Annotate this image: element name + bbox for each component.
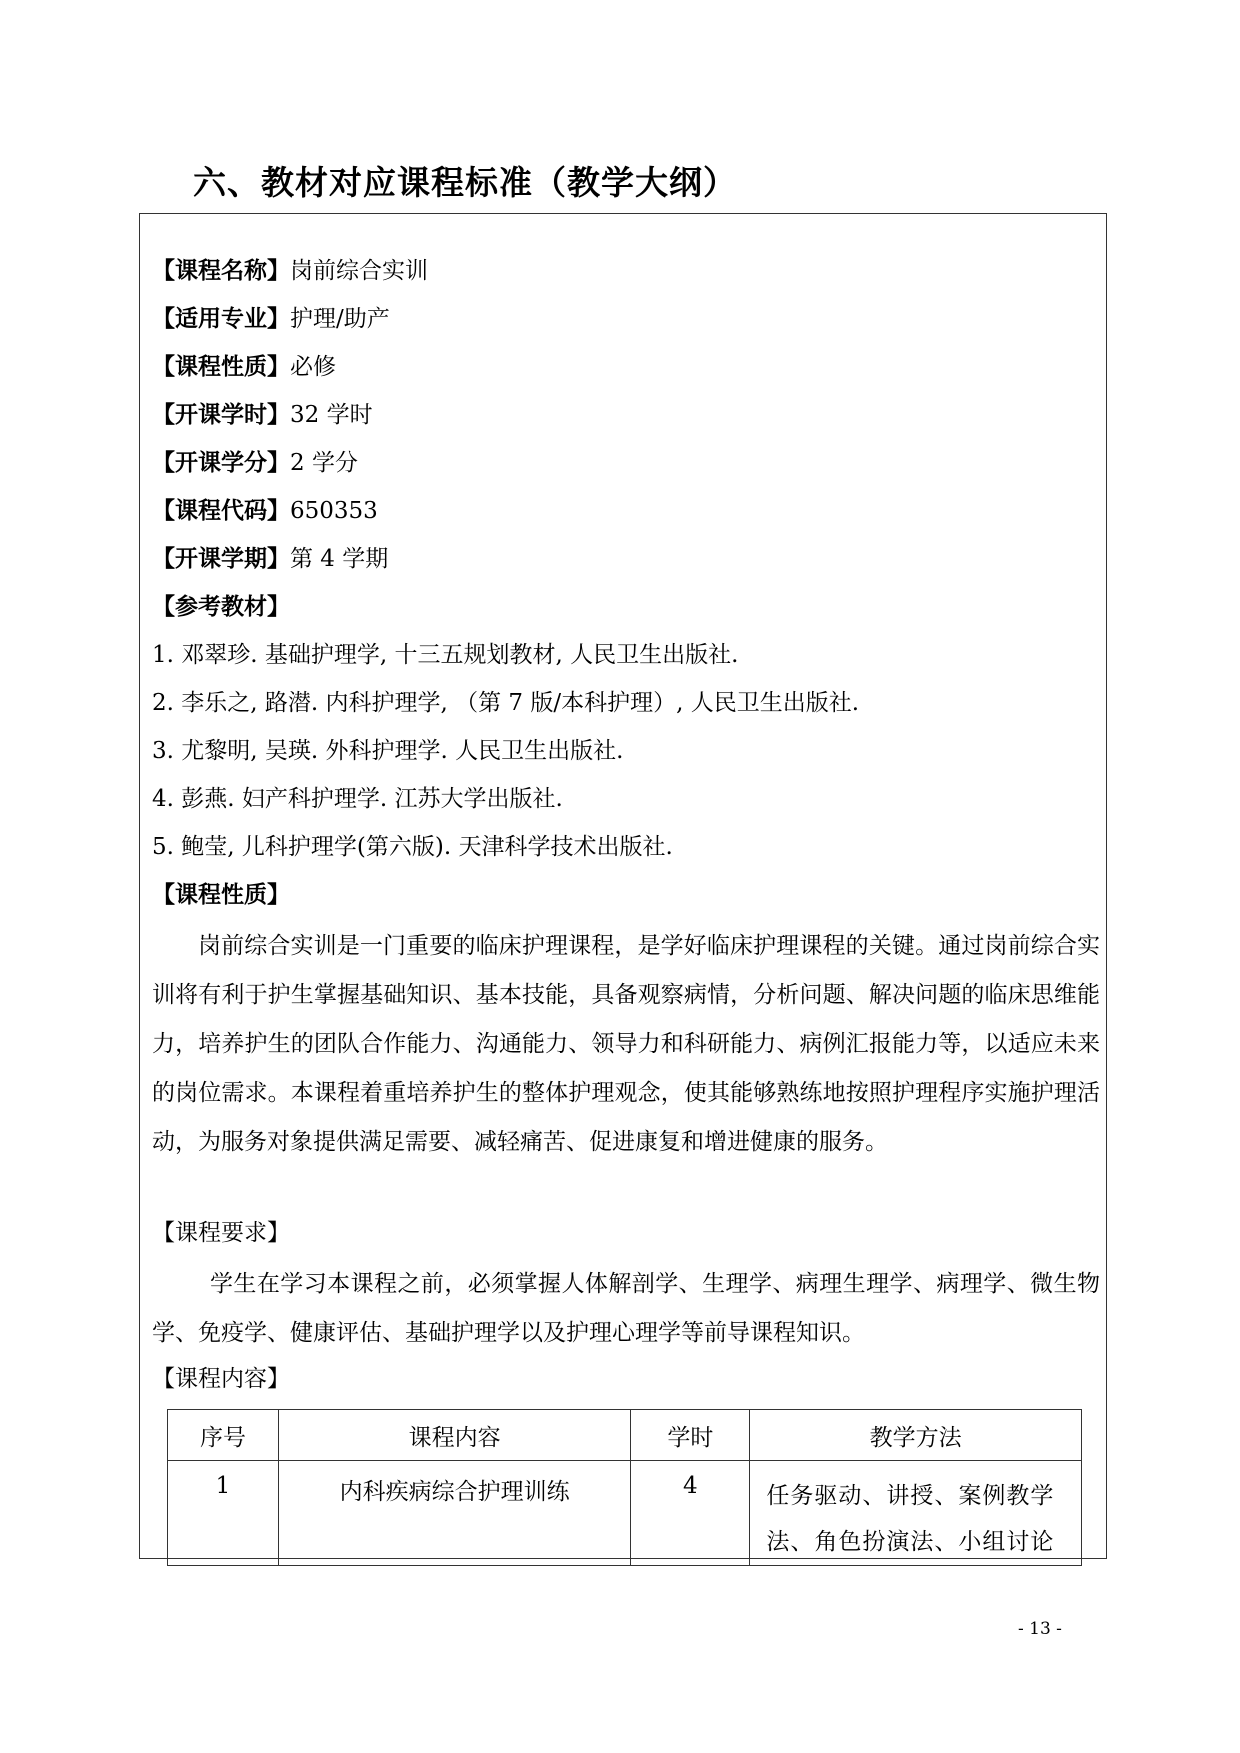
info-value: 2 学分 bbox=[290, 450, 358, 476]
info-course-type bbox=[152, 350, 336, 384]
info-value: 650353 bbox=[290, 498, 378, 524]
reference-item: 5. 鲍莹, 儿科护理学(第六版). 天津科学技术出版社. bbox=[152, 834, 673, 860]
cell-topic: 内科疾病综合护理训练 bbox=[278, 1461, 631, 1566]
info-label: 【课程性质】 bbox=[152, 354, 290, 380]
info-course-name bbox=[152, 254, 428, 288]
info-label: 【适用专业】 bbox=[152, 306, 290, 332]
reference-item: 2. 李乐之, 路潜. 内科护理学, （第 7 版/本科护理）, 人民卫生出版社. bbox=[152, 690, 860, 716]
nature-paragraph: 岗前综合实训是一门重要的临床护理课程，是学好临床护理课程的关键。通过岗前综合实训将有利于护生掌握基础知识、基本技能，具备观察病情，分析问题、解决问题的临床思维能力，培养护生的团队合作能力、沟通能力、领导力和科研能力、病例汇报能力等，以适应未来的岗位需求。本课程着重培养护生的整体护理观念，使其能够熟练地按照护理程序实施护理活动，为服务对象提供满足需要、减轻痛苦、促进康复和增进健康的服务。 bbox=[152, 933, 1100, 1155]
nature-label: 【课程性质】 bbox=[152, 882, 290, 908]
reference-item: 4. 彭燕. 妇产科护理学. 江苏大学出版社. bbox=[152, 786, 563, 812]
col-header-hours: 学时 bbox=[631, 1410, 750, 1461]
cell-method: 任务驱动、讲授、案例教学法、角色扮演法、小组讨论 bbox=[750, 1461, 1082, 1566]
content-label: 【课程内容】 bbox=[152, 1366, 290, 1392]
info-label: 【课程代码】 bbox=[152, 498, 290, 524]
info-value: 护理/助产 bbox=[290, 306, 390, 332]
info-credits bbox=[152, 446, 358, 480]
references-label: 【参考教材】 bbox=[152, 594, 290, 620]
table-row bbox=[168, 1461, 1082, 1566]
info-value: 32 学时 bbox=[290, 402, 373, 428]
info-value: 岗前综合实训 bbox=[290, 258, 428, 284]
info-label: 【开课学分】 bbox=[152, 450, 290, 476]
reference-item: 3. 尤黎明, 吴瑛. 外科护理学. 人民卫生出版社. bbox=[152, 738, 624, 764]
info-label: 【开课学时】 bbox=[152, 402, 290, 428]
content-table bbox=[167, 1409, 1082, 1566]
cell-hours: 4 bbox=[631, 1461, 750, 1566]
reference-item: 1. 邓翠珍. 基础护理学, 十三五规划教材, 人民卫生出版社. bbox=[152, 642, 739, 668]
info-label: 【开课学期】 bbox=[152, 546, 290, 572]
requirements-label: 【课程要求】 bbox=[152, 1220, 290, 1246]
page-title: 六、教材对应课程标准（教学大纲） bbox=[193, 163, 737, 202]
info-hours bbox=[152, 398, 373, 432]
info-value: 必修 bbox=[290, 354, 336, 380]
col-header-topic: 课程内容 bbox=[278, 1410, 631, 1461]
col-header-method: 教学方法 bbox=[750, 1410, 1082, 1461]
info-major bbox=[152, 302, 390, 336]
requirements-paragraph: 学生在学习本课程之前，必须掌握人体解剖学、生理学、病理生理学、病理学、微生物学、免疫学、健康评估、基础护理学以及护理心理学等前导课程知识。 bbox=[152, 1271, 1100, 1346]
info-course-code bbox=[152, 494, 378, 528]
table-header-row bbox=[168, 1410, 1082, 1461]
info-label: 【课程名称】 bbox=[152, 258, 290, 284]
col-header-no: 序号 bbox=[168, 1410, 279, 1461]
info-value: 第 4 学期 bbox=[290, 546, 389, 572]
page-number: - 13 - bbox=[1018, 1619, 1062, 1639]
info-semester bbox=[152, 542, 388, 576]
cell-no: 1 bbox=[168, 1461, 279, 1566]
